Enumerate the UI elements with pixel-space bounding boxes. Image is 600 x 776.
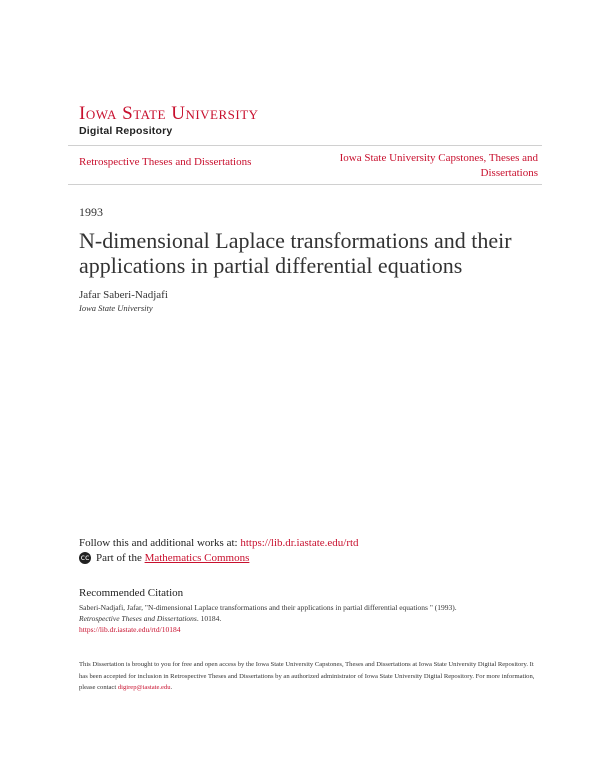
top-divider: [68, 145, 542, 146]
university-logo[interactable]: [79, 104, 259, 137]
capstones-link[interactable]: Iowa State University Capstones, Theses and Dissertations: [339, 152, 538, 179]
notice-end: .: [170, 684, 173, 691]
citation-url-link[interactable]: https://lib.dr.iastate.edu/rtd/10184: [79, 625, 181, 634]
author-affiliation: Iowa State University: [79, 303, 153, 313]
follow-line: [79, 537, 359, 549]
publication-year: 1993: [79, 205, 103, 219]
creative-commons-icon: cc: [80, 553, 90, 562]
follow-text: Follow this and additional works at:: [79, 537, 241, 549]
recommended-citation-heading: Recommended Citation: [79, 587, 184, 599]
follow-url-link[interactable]: https://lib.dr.iastate.edu/rtd: [240, 537, 359, 549]
collection-link[interactable]: Retrospective Theses and Dissertations: [79, 156, 252, 168]
mathematics-commons-link[interactable]: Mathematics Commons: [144, 552, 250, 564]
citation-block: [79, 602, 549, 635]
document-title: N-dimensional Laplace transformations and their applications in partial differential equations: [79, 228, 512, 278]
notice-text: This Dissertation is brought to you for free and open access by the Iowa State University Capstones, Theses and Dissertations at Iowa State University Digital Repository. It has been accepted for inclusion in Retrospective Theses and Dissertations by an authorized administrator of Iowa State University Digital Repository. For more information, please contact: [79, 661, 535, 691]
part-of-text: Part of the: [96, 552, 142, 564]
contact-email-link[interactable]: digirep@iastate.edu: [117, 684, 171, 691]
logo-repository-name: Digital Repository: [79, 125, 173, 137]
logo-university-name: Iowa State University: [79, 103, 259, 124]
citation-series: Retrospective Theses and Dissertations: [79, 614, 197, 623]
bottom-divider: [68, 184, 542, 185]
citation-text: Saberi-Nadjafi, Jafar, "N-dimensional Laplace transformations and their applications in partial differential equations " (1993).: [79, 603, 457, 612]
citation-number: . 10184.: [196, 614, 222, 623]
part-of-line: [79, 552, 249, 564]
author-name: Jafar Saberi-Nadjafi: [79, 289, 168, 301]
access-notice: [79, 659, 539, 694]
